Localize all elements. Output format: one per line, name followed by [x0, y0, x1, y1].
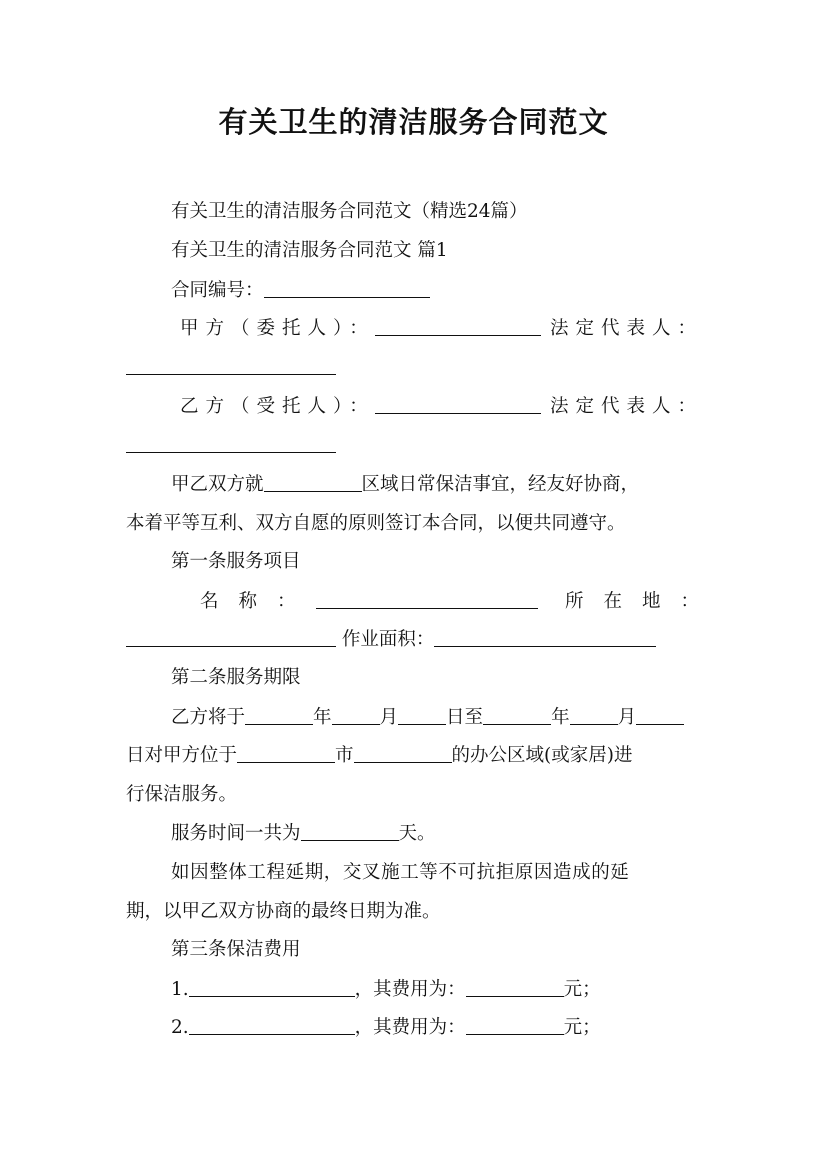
party-b-rep-label: 法定代表人： [550, 396, 704, 417]
party-a-rep-label: 法定代表人： [550, 318, 704, 339]
fee-1-number: 1. [171, 979, 189, 1000]
contract-number-line [171, 277, 430, 305]
contract-number-label: 合同编号： [171, 280, 264, 301]
party-a-line [180, 315, 541, 343]
period-text-a: 乙方将于 [171, 707, 246, 728]
delay-line-1: 如因整体工程延期，交叉施工等不可抗拒原因造成的延 [171, 862, 630, 883]
total-time-text: 服务时间一共为 [171, 823, 301, 844]
period-line-3: 行保洁服务。 [126, 784, 238, 805]
intro-line-2: 本着平等互利、双方自愿的原则签订本合同，以便共同遵守。 [126, 513, 626, 534]
fee-1-label: ，其费用为： [354, 979, 466, 1000]
area-line [126, 626, 656, 654]
party-b-line [180, 393, 541, 421]
period-text-c: 的办公区域(或家居)进 [451, 745, 633, 766]
month-unit: 月 [379, 707, 399, 728]
fee-1-unit: 元； [563, 979, 601, 1000]
day-to-text: 日至 [446, 707, 484, 728]
fee-line-1 [171, 976, 601, 1004]
end-day-blank [636, 704, 684, 725]
region-blank [264, 471, 362, 492]
end-month-blank [570, 704, 618, 725]
subtitle-line: 有关卫生的清洁服务合同范文（精选24篇） [171, 201, 528, 222]
intro-line-1 [171, 471, 639, 499]
fee-2-number: 2. [171, 1017, 189, 1038]
party-b-label: 乙方（受托人）： [180, 396, 375, 417]
period-line-1 [171, 704, 684, 732]
contract-number-blank [264, 277, 430, 298]
city-unit: 市 [335, 745, 354, 766]
days-unit: 天。 [398, 823, 436, 844]
fee-2-item-blank [189, 1014, 355, 1035]
year-unit: 年 [313, 707, 332, 728]
party-b-rep-blank [126, 432, 336, 453]
fee-1-item-blank [189, 976, 355, 997]
office-blank [354, 742, 452, 763]
party-b-rep-line [126, 432, 336, 460]
start-year-blank [245, 704, 313, 725]
month-unit-2: 月 [617, 707, 637, 728]
area-blank [434, 626, 656, 647]
end-year-blank [483, 704, 551, 725]
total-days-blank [301, 820, 399, 841]
name-blank [316, 588, 538, 609]
delay-line-2: 期，以甲乙双方协商的最终日期为准。 [126, 901, 441, 922]
city-blank [237, 742, 335, 763]
fee-line-2 [171, 1014, 601, 1042]
name-blank-line [316, 588, 538, 616]
period-line-2 [126, 742, 632, 770]
location-label: 所在地： [565, 591, 720, 612]
article-2-heading: 第二条服务期限 [171, 667, 301, 688]
period-text-b: 日对甲方位于 [126, 745, 238, 766]
party-a-label: 甲方（委托人）： [180, 318, 375, 339]
party-a-rep-blank [126, 354, 336, 375]
document-title: 有关卫生的清洁服务合同范文 [218, 105, 609, 139]
article-1-heading: 第一条服务项目 [171, 551, 301, 572]
article-3-heading: 第三条保洁费用 [171, 939, 301, 960]
intro-text-a: 甲乙双方就 [171, 474, 264, 495]
fee-2-label: ，其费用为： [354, 1017, 466, 1038]
start-month-blank [332, 704, 380, 725]
party-a-rep-line [126, 354, 336, 382]
start-day-blank [398, 704, 446, 725]
intro-text-b: 区域日常保洁事宜，经友好协商， [361, 474, 640, 495]
total-time-line [171, 820, 436, 848]
fee-2-unit: 元； [563, 1017, 601, 1038]
party-b-blank [375, 393, 541, 414]
name-label: 名称： [200, 591, 316, 612]
party-a-blank [375, 315, 541, 336]
fee-2-amount-blank [466, 1014, 564, 1035]
year-unit-2: 年 [551, 707, 570, 728]
fee-1-amount-blank [466, 976, 564, 997]
area-label: 作业面积： [341, 629, 435, 650]
location-blank [126, 626, 336, 647]
part-heading: 有关卫生的清洁服务合同范文 篇1 [171, 240, 448, 261]
